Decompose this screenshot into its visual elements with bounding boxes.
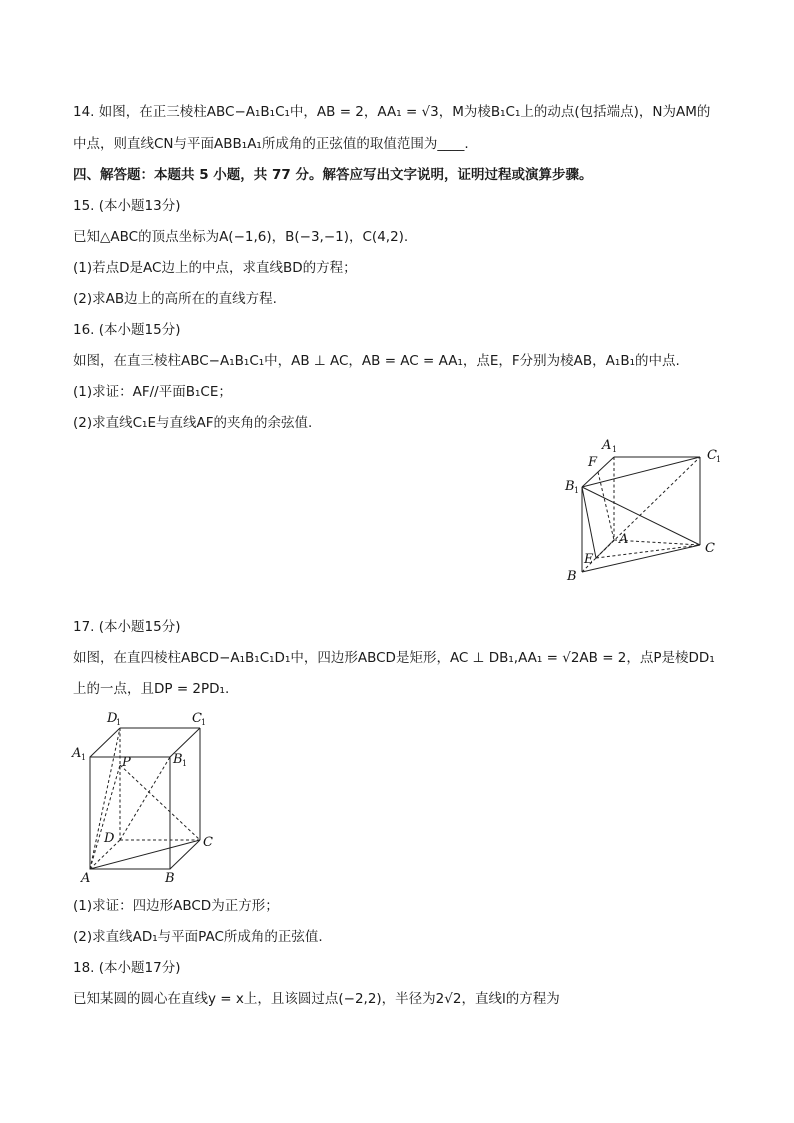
q16-prism-svg [560,433,730,588]
label-c1: C [192,711,202,726]
label-e: E [584,552,594,567]
q14-line-1: 14. 如图，在正三棱柱ABC−A₁B₁C₁中，AB = 2，AA₁ = √3，M为棱B₁C₁上的动点(包括端点)，N为AM的 [73,104,711,120]
edge-p-c [120,765,200,840]
q16-part-2: (2)求直线C₁E与直线AF的夹角的余弦值. [73,415,313,431]
section-4-heading: 四、解答题：本题共 5 小题，共 77 分。解答应写出文字说明，证明过程或演算步骤。 [73,167,593,183]
edge-a-p [90,765,120,869]
q15-stem: 已知△ABC的顶点坐标为A(−1,6)，B(−3,−1)，C(4,2). [73,229,409,245]
q17-part-1: (1)求证：四边形ABCD为正方形； [73,898,279,914]
edge-b1-c [582,487,700,545]
label-f: F [588,455,598,470]
q18-stem: 已知某圆的圆心在直线y = x上，且该圆过点(−2,2)，半径为2√2，直线l的方程为 [73,991,560,1007]
svg-text:1: 1 [182,759,188,768]
edge-b1-e [582,487,596,558]
edge-e-c [596,545,700,558]
label-a: A [619,532,629,547]
q16-header: 16. (本小题15分) [73,322,181,338]
edge-a-d1 [90,728,120,869]
q16-part-1: (1)求证：AF//平面B₁CE； [73,384,232,400]
label-c1: C [707,448,717,463]
q17-stem-1: 如图，在直四棱柱ABCD−A₁B₁C₁D₁中，四边形ABCD是矩形，AC ⊥ DB₁,AA₁ = √2AB = 2，点P是棱DD₁ [73,650,715,666]
q17-part-2: (2)求直线AD₁与平面PAC所成角的正弦值. [73,929,323,945]
svg-text:1: 1 [716,455,722,464]
svg-text:1: 1 [574,486,580,495]
q14-line-2: 中点，则直线CN与平面ABB₁A₁所成角的正弦值的取值范围为____. [73,136,469,152]
q16-prism-figure [560,433,730,592]
label-p: P [122,755,131,770]
svg-text:1: 1 [81,753,87,762]
edge-a1-d1 [90,728,120,757]
label-b: B [165,871,175,885]
label-c: C [203,835,213,850]
label-d1: D [107,711,118,726]
q17-header: 17. (本小题15分) [73,619,181,635]
label-a: A [81,871,91,885]
q15-part-2: (2)求AB边上的高所在的直线方程. [73,291,277,307]
edge-b1-c1 [582,457,700,487]
q15-header: 15. (本小题13分) [73,198,181,214]
q15-part-1: (1)若点D是AC边上的中点，求直线BD的方程； [73,260,357,276]
edge-e-c1 [596,457,700,558]
svg-text:1: 1 [116,718,122,727]
label-b1: B [565,479,575,494]
q17-prism-figure [68,705,218,889]
label-d: D [104,831,115,846]
svg-text:1: 1 [612,445,618,454]
q17-prism-svg [68,705,218,885]
label-a1: A [72,746,82,761]
label-b: B [567,569,577,584]
edge-b-c [582,545,700,572]
q17-stem-2: 上的一点，且DP = 2PD₁. [73,681,230,697]
svg-text:1: 1 [201,718,207,727]
label-c: C [705,541,715,556]
label-b1: B [173,752,183,767]
label-a1: A [602,438,612,453]
q18-header: 18. (本小题17分) [73,960,181,976]
q16-stem: 如图，在直三棱柱ABC−A₁B₁C₁中，AB ⊥ AC，AB = AC = AA₁，点E，F分别为棱AB，A₁B₁的中点. [73,353,680,369]
